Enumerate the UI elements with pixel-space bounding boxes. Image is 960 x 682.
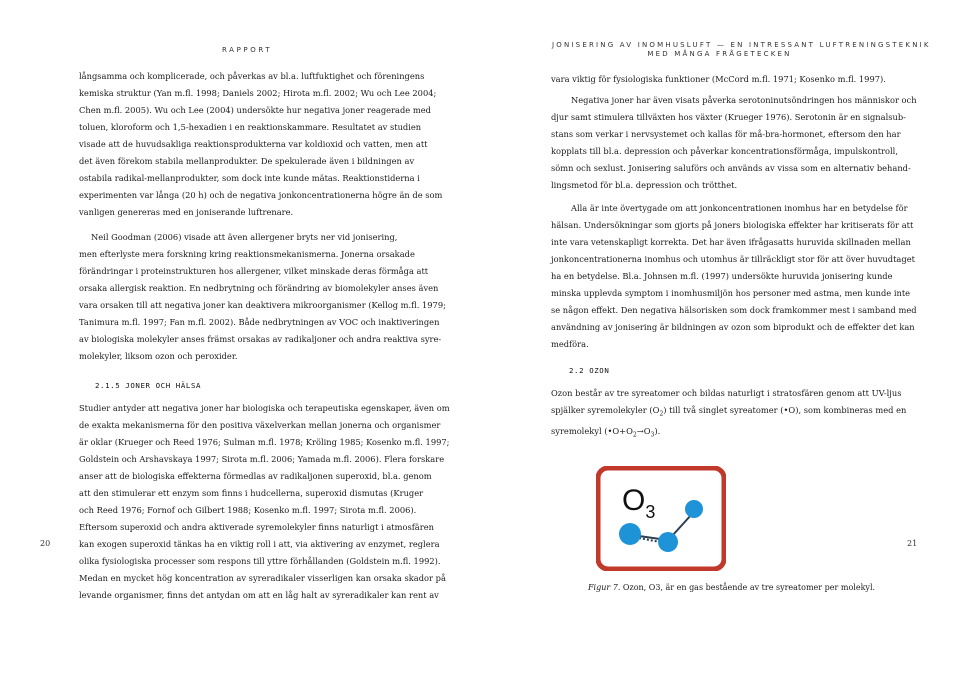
ozone-molecule-diagram [596, 466, 726, 571]
text-line: lingsmetod för bl.a. depression och trötthet. [551, 180, 738, 190]
text-line: Alla är inte övertygade om att jonkoncentrationen inomhus har en betydelse för [571, 203, 908, 213]
text-line: av biologiska molekyler anses främst orsakas av radikaljoner och andra reaktiva syre- [79, 334, 442, 344]
text-line: är oklar (Krueger och Reed 1976; Sulman m.fl. 1978; Kröling 1985; Kosenko m.fl. 1997; [79, 437, 450, 447]
left-paragraph-1 [79, 68, 446, 365]
left-paragraph-3 [79, 400, 450, 604]
text-line: ostabila radikal-mellanprodukter, som dock inte kunde mätas. Reaktionstiderna i [79, 173, 420, 183]
text-line: Neil Goodman (2006) visade att även allergener bryts ner vid jonisering, [91, 232, 398, 242]
text-line: det även förekom stabila mellanprodukter. De spekulerade även i bildningen av [79, 156, 415, 166]
text-line: se någon effekt. Den negativa hälsorisken som dock framkommer mest i samband med [551, 305, 917, 315]
text-line: medföra. [551, 339, 589, 349]
section-heading-2-2: 2.2 OZON [569, 366, 610, 375]
text-line: minska upplevda symptom i inomhusmiljön hos personer med astma, men kunde inte [551, 288, 911, 298]
caption-text: Ozon, O3, är en gas bestående av tre syreatomer per molekyl. [620, 583, 876, 592]
text-line: djur samt stimulera tillväxten hos växter (Krueger 1976). Serotonin är en signalsub- [551, 112, 906, 122]
page-number-right: 21 [907, 539, 918, 548]
text-line: inte vara vetenskapligt korrekta. Det har även ifrågasatts huruvida skillnaden mellan [551, 237, 911, 247]
text-line: sömn och sexlust. Jonisering saluförs och används av vissa som en alternativ behand- [551, 163, 911, 173]
text-line: spjälker syremolekyler $(O_2)$ till två singlet syreatomer (•O), som kombineras med en [551, 405, 907, 418]
text-line: jonkoncentrationerna inomhus och utomhus är tillräckligt stor för att över huvudtaget [551, 254, 915, 264]
text-line: kemiska struktur (Yan m.fl. 1998; Daniels 2002; Hirota m.fl. 2002; Wu och Lee 2004; [79, 88, 437, 98]
section-heading-2-1-5: 2.1.5 JONER OCH HÄLSA [95, 381, 202, 390]
oxygen-atom [619, 523, 641, 545]
text-line: molekyler, liksom ozon och peroxider. [79, 351, 238, 361]
text-line: orsaka allergisk reaktion. En nedbrytning och förändring av biomolekyler anses även [79, 283, 439, 293]
text-line: men efterlyste mera forskning kring reaktionsmekanismerna. Jonerna orsakade [79, 249, 415, 259]
text-line: Goldstein och Arshavskaya 1997; Sirota m.fl. 2006; Yamada m.fl. 2006). Flera forskare [79, 454, 445, 464]
text-line: Tanimura m.fl. 1997; Fan m.fl. 2002). Både nedbrytningen av VOC och inaktiveringen [79, 317, 440, 327]
text-line: anser att de biologiska effekterna förmedlas av radikaljonen superoxid, bl.a. genom [79, 471, 432, 481]
text-line: ha en betydelse. Bl.a. Johnsen m.fl. (1997) undersökte huruvida jonisering kunde [551, 271, 893, 281]
right-paragraph-1 [551, 71, 917, 353]
text-line: stans som verkar i nervsystemet och kallas för må-bra-hormonet, eftersom den har [551, 129, 901, 139]
right-header-line-1: JONISERING AV INOMHUSLUFT — EN INTRESSANT LUFTRENINGSTEKNIK [552, 41, 931, 49]
text-line: hälsan. Undersökningar som gjorts på joners biologiska effekter har kritiserats för att [551, 220, 914, 230]
text-line: vara viktig för fysiologiska funktioner (McCord m.fl. 1971; Kosenko m.fl. 1997). [551, 74, 886, 84]
figure-frame [598, 468, 724, 569]
oxygen-atom [658, 532, 678, 552]
right-running-header [552, 41, 931, 59]
text-line: syremolekyl $(•O+O_2\to O_3)$. [551, 425, 661, 439]
text-line: olika fysiologiska processer som respons till yttre förhållanden (Goldstein m.fl. 1992). [79, 556, 441, 566]
text-line: Ozon består av tre syreatomer och bildas naturligt i stratosfären genom att UV-ljus [551, 388, 902, 398]
text-line: Studier antyder att negativa joner har biologiska och terapeutiska egenskaper, även om [79, 403, 450, 413]
text-line: Medan en mycket hög koncentration av syreradikaler visserligen kan orsaka skador på [79, 573, 446, 583]
text-line: de exakta mekanismerna för den positiva växelverkan mellan jonerna och organismer [79, 420, 441, 430]
oxygen-atom [685, 500, 703, 518]
text-line: kopplats till bl.a. depression och påverkar koncentrationsförmåga, impulskontroll, [551, 146, 898, 156]
figure-caption [588, 583, 875, 592]
left-running-header: RAPPORT [222, 46, 273, 54]
text-line: långsamma och komplicerade, och påverkas av bl.a. luftfuktighet och föreningens [79, 71, 425, 81]
text-line: och Reed 1976; Fornof och Gilbert 1988; Kosenko m.fl. 1997; Sirota m.fl. 2006). [79, 505, 417, 515]
text-line: vanligen genereras med en joniserande luftrenare. [79, 207, 294, 217]
text-line: vara orsaken till att negativa joner kan deaktivera mikroorganismer (Kellog m.fl. 1979; [79, 300, 446, 310]
text-line: experimenten var långa (20 h) och de negativa jonkoncentrationerna högre än de som [79, 190, 443, 200]
page-number-left: 20 [40, 539, 51, 548]
text-line: förändringar i proteinstrukturen hos allergener, vilket minskade deras förmåga att [79, 266, 429, 276]
right-page [480, 0, 960, 682]
right-header-line-2: MED MÅNGA FRÅGETECKEN [647, 50, 792, 58]
text-line: Eftersom superoxid och andra aktiverade syremolekyler finns naturligt i atmosfären [79, 522, 434, 532]
text-line: att den stimulerar ett enzym som finns i hudcellerna, superoxid dismutas (Kruger [79, 488, 424, 498]
molecule-label: $O_3$ [622, 484, 656, 522]
right-ozone-paragraph [551, 385, 906, 443]
text-line: användning av jonisering är bildningen av ozon som biprodukt och de effekter det kan [551, 322, 915, 332]
text-line: toluen, kloroform och 1,5-hexadien i en reaktionskammare. Resultatet av studien [79, 122, 422, 132]
ozone-molecule-figure [596, 466, 726, 575]
text-line: kan exogen superoxid tänkas ha en viktig roll i att, via aktivering av enzymet, reglera [79, 539, 440, 549]
text-line: Chen m.fl. 2005). Wu och Lee (2004) undersökte hur negativa joner reagerade med [79, 105, 431, 115]
text-line: visade att de huvudsakliga reaktionsprodukterna var koldioxid och vatten, men att [79, 139, 428, 149]
text-line: Negativa joner har även visats påverka serotoninutsöndringen hos människor och [571, 95, 917, 105]
text-line: levande organismer, finns det antydan om att en låg halt av syreradikaler kan rent av [79, 590, 439, 600]
caption-label: Figur 7. [588, 583, 621, 592]
